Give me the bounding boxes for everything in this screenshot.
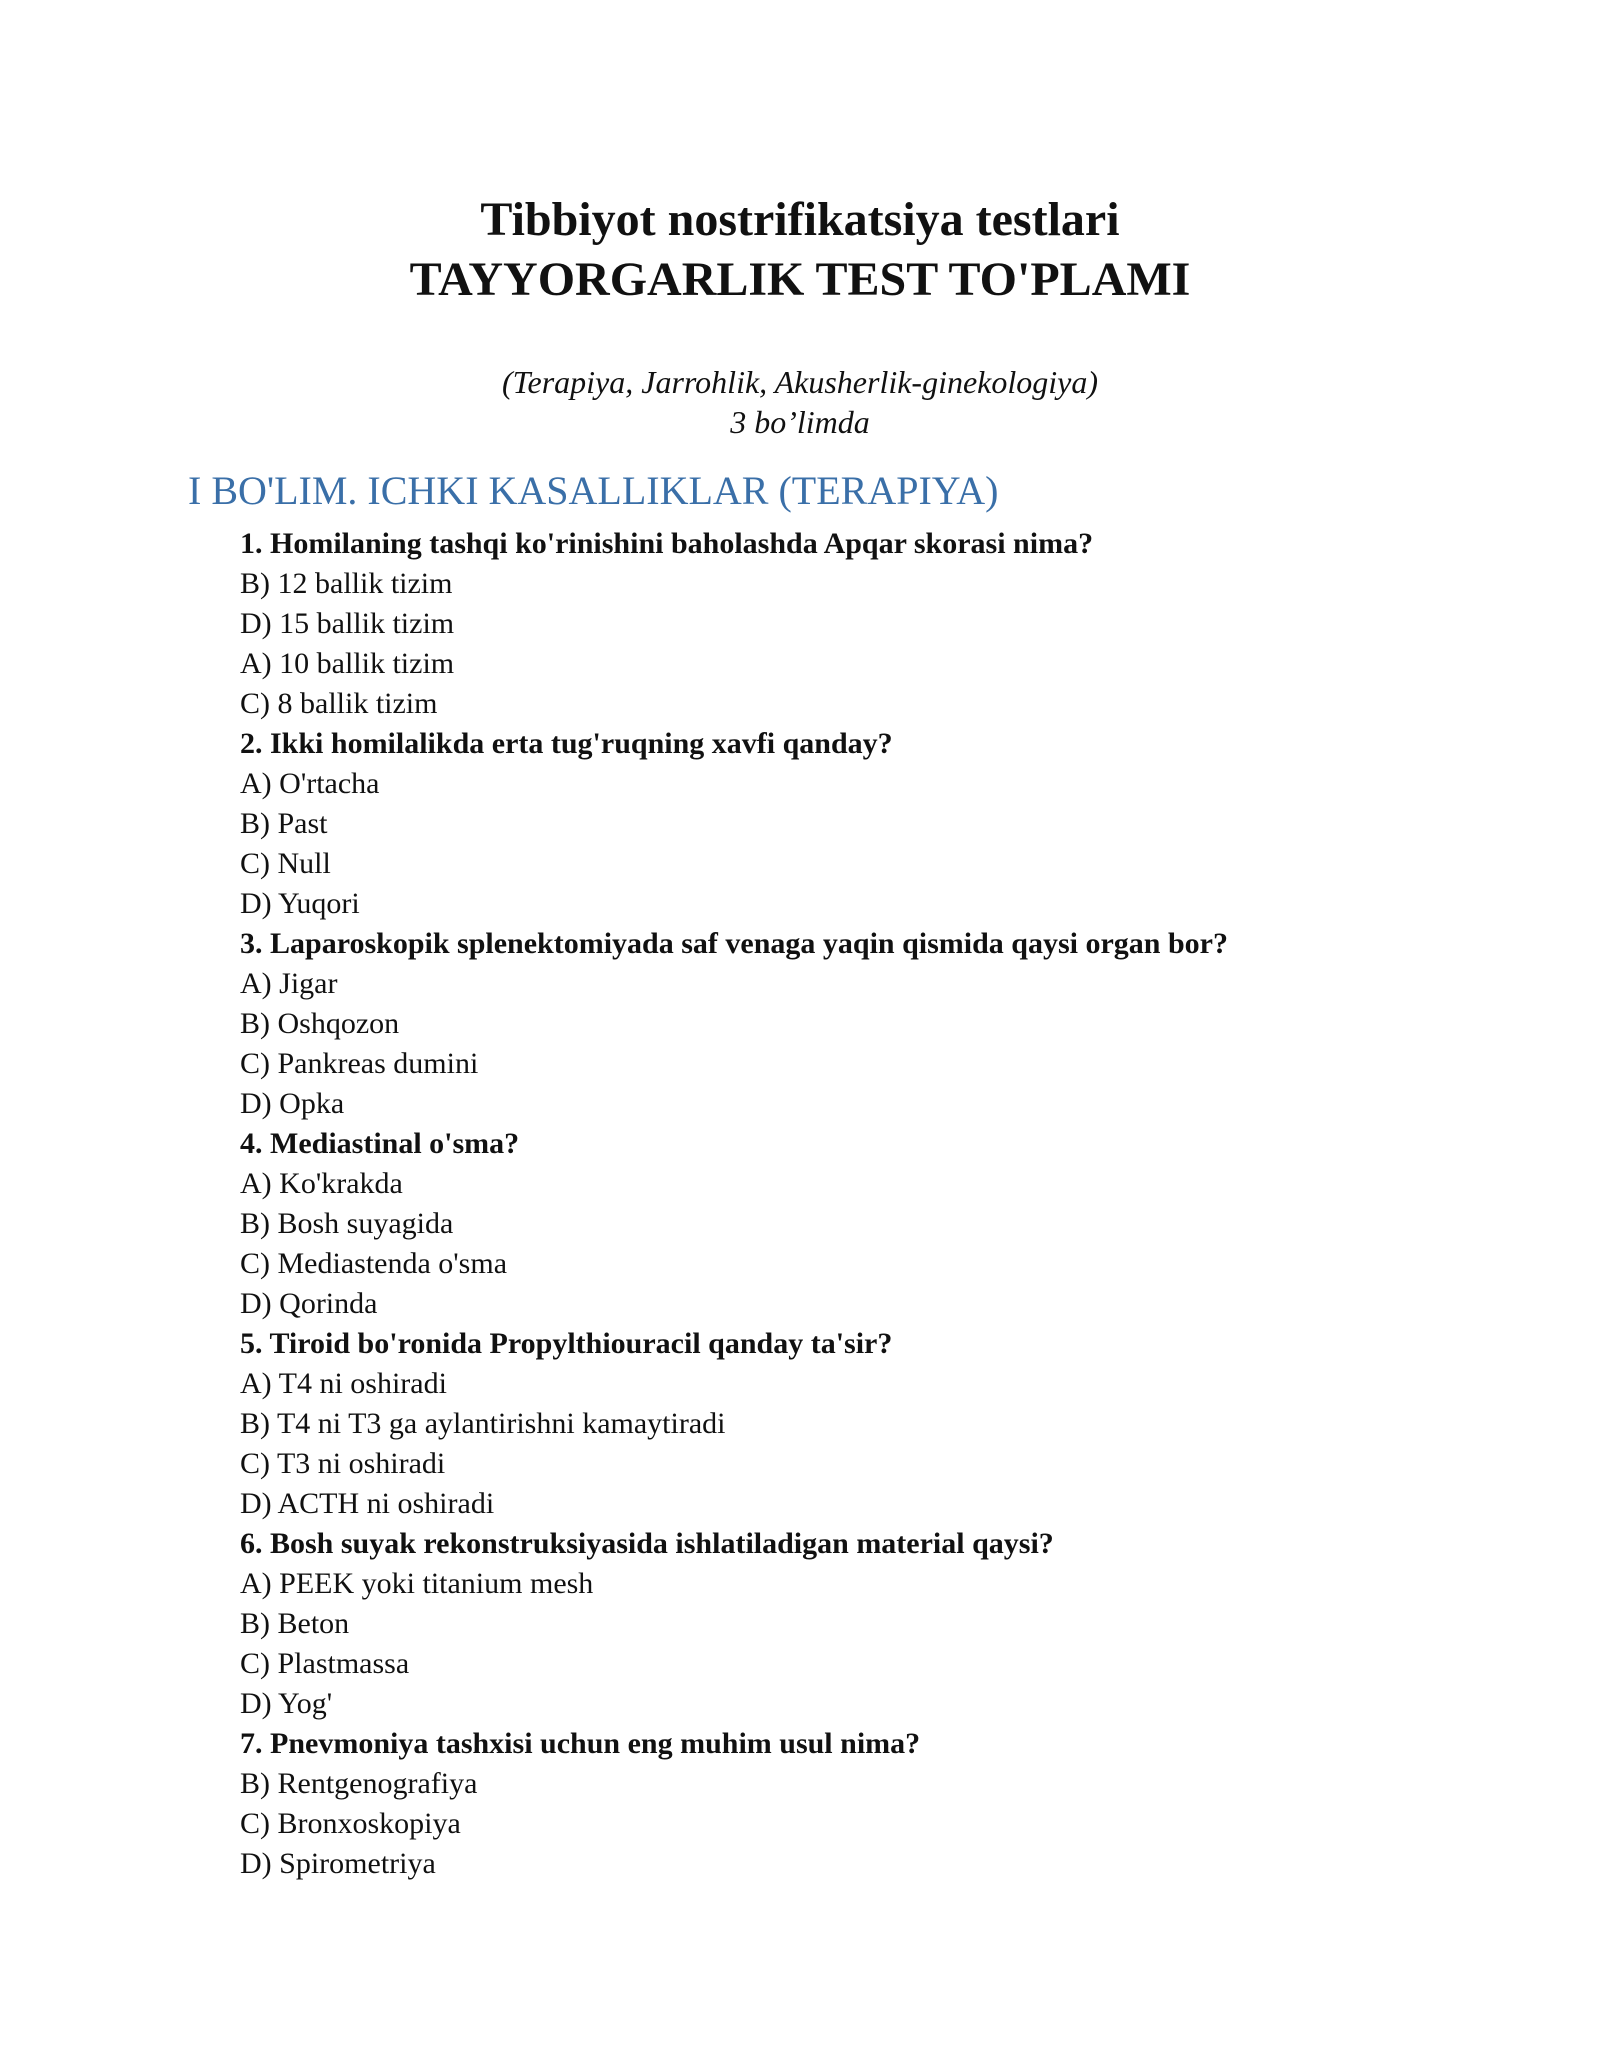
- question-4-option: B) Bosh suyagida: [240, 1207, 454, 1240]
- question-5-option: D) ACTH ni oshiradi: [240, 1487, 495, 1520]
- question-2-option: D) Yuqori: [240, 887, 360, 920]
- question-7: 7. Pnevmoniya tashxisi uchun eng muhim usul nima?: [240, 1727, 921, 1760]
- question-3: 3. Laparoskopik splenektomiyada saf venaga yaqin qismida qaysi organ bor?: [240, 927, 1228, 960]
- document-title-line2: TAYYORGARLIK TEST TO'PLAMI: [409, 253, 1191, 306]
- question-4-option: D) Qorinda: [240, 1287, 378, 1320]
- question-5-option: A) T4 ni oshiradi: [240, 1367, 447, 1400]
- question-6-option: D) Yog': [240, 1687, 333, 1720]
- question-3-option: C) Pankreas dumini: [240, 1047, 479, 1080]
- question-5: 5. Tiroid bo'ronida Propylthiouracil qanday ta'sir?: [240, 1327, 893, 1360]
- question-4-option: C) Mediastenda o'sma: [240, 1247, 508, 1280]
- question-3-option: A) Jigar: [240, 967, 338, 1000]
- question-6-option: B) Beton: [240, 1607, 350, 1640]
- question-1-option: A) 10 ballik tizim: [240, 647, 455, 680]
- question-6-option: A) PEEK yoki titanium mesh: [240, 1567, 594, 1600]
- question-3-option: B) Oshqozon: [240, 1007, 400, 1040]
- section-heading: I BO'LIM. ICHKI KASALLIKLAR (TERAPIYA): [188, 468, 999, 513]
- question-7-option: B) Rentgenografiya: [240, 1767, 478, 1800]
- question-7-option: C) Bronxoskopiya: [240, 1807, 461, 1840]
- question-4: 4. Mediastinal o'sma?: [240, 1127, 520, 1160]
- question-4-option: A) Ko'krakda: [240, 1167, 403, 1200]
- document-subtitle-sections: 3 bo’limda: [730, 404, 870, 440]
- question-6-option: C) Plastmassa: [240, 1647, 410, 1680]
- question-1-option: D) 15 ballik tizim: [240, 607, 455, 640]
- question-1-option: B) 12 ballik tizim: [240, 567, 453, 600]
- question-list: [240, 524, 1440, 1884]
- question-2-option: A) O'rtacha: [240, 767, 380, 800]
- question-2: 2. Ikki homilalikda erta tug'ruqning xavfi qanday?: [240, 727, 893, 760]
- document-title-line1: Tibbiyot nostrifikatsiya testlari: [480, 193, 1120, 246]
- question-2-option: C) Null: [240, 847, 331, 880]
- question-6: 6. Bosh suyak rekonstruksiyasida ishlatiladigan material qaysi?: [240, 1527, 1054, 1560]
- question-2-option: B) Past: [240, 807, 328, 840]
- question-1-option: C) 8 ballik tizim: [240, 687, 438, 720]
- document-subtitle-topics: (Terapiya, Jarrohlik, Akusherlik-ginekologiya): [501, 364, 1099, 400]
- question-1: 1. Homilaning tashqi ko'rinishini baholashda Apqar skorasi nima?: [240, 527, 1094, 560]
- question-5-option: C) T3 ni oshiradi: [240, 1447, 446, 1480]
- question-3-option: D) Opka: [240, 1087, 345, 1120]
- question-7-option: D) Spirometriya: [240, 1847, 436, 1880]
- question-5-option: B) T4 ni T3 ga aylantirishni kamaytiradi: [240, 1407, 726, 1440]
